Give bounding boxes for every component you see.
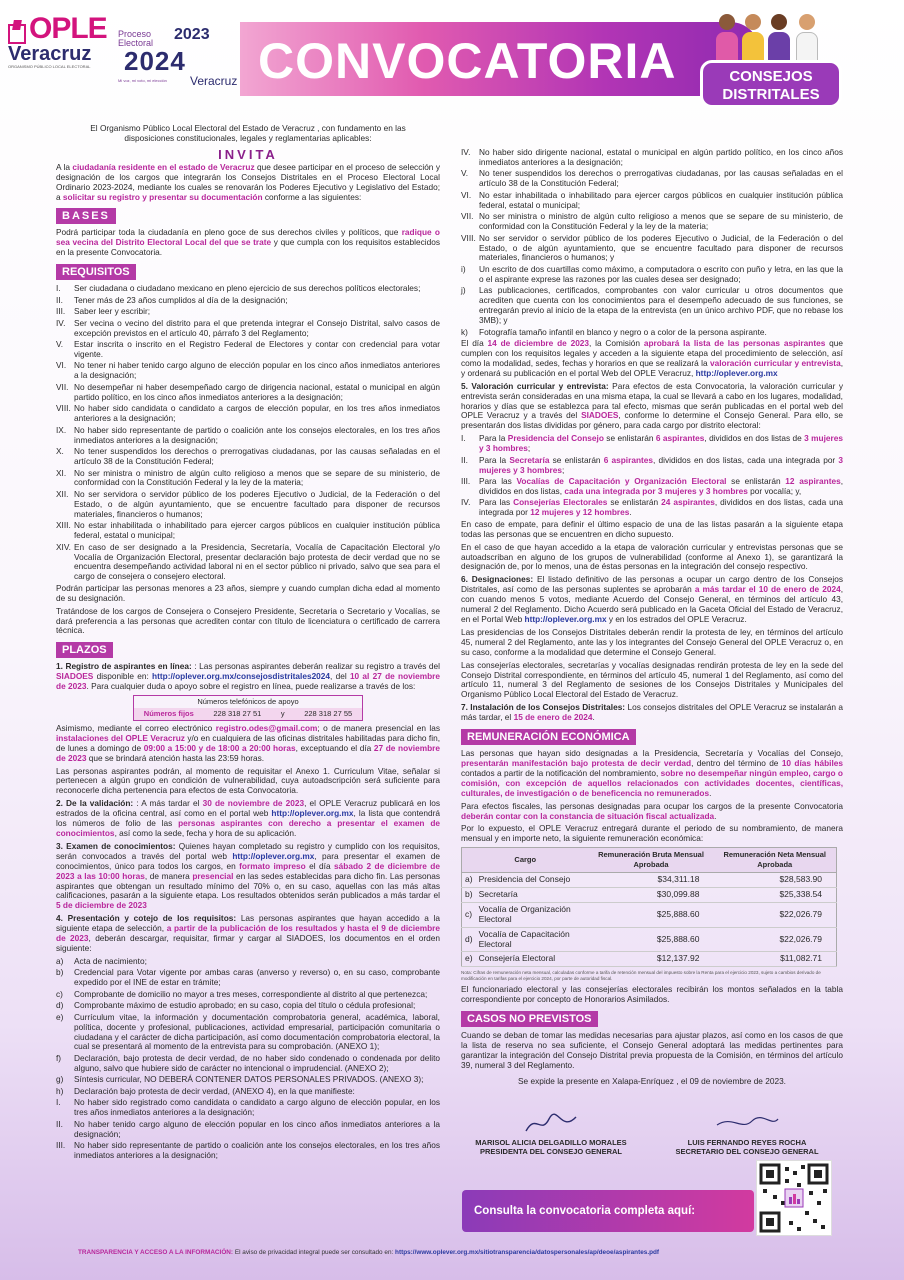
list-marker: IV. [56,317,66,328]
oplever-link[interactable]: http://oplever.org.mx [524,614,607,624]
requisito-item [56,469,440,489]
proceso-year-2: 2024 [124,46,186,76]
signer-name: MARISOL ALICIA DELGADILLO MORALES [475,1138,627,1147]
plazos-cotejo: 4. Presentación y cotejo de los requisitos: Las personas aspirantes que hayan accedido a la siguiente etapa de selección, a partir de la publicación de los resultados y hasta el 9 de diciembre de 2023, deberán descargar, requisitar, firmar y cargar al SIADOES, los documentos en el orden siguiente: [56,913,440,953]
table-header: Remuneración Neta Mensual Aprobada [713,848,836,873]
list-text: Saber leer y escribir; [74,306,151,317]
list-text: No estar inhabilitada o inhabilitado para ejercer cargos públicos en cualquier institución pública federal, estatal o municipal; [74,520,440,541]
document-item [56,1054,440,1074]
table-cell: c) [462,902,476,927]
table-cell: $28,583.90 [713,873,836,888]
lista-aprobacion: El día 14 de diciembre de 2023, la Comisión aprobará la lista de las personas aspirantes que cumplen con los requisitos legales y acceden a la siguiente etapa del procedimiento de selección, así como la modalidad, sedes, fechas y horarios en que se realizará la valoración curricular y entrevista, y ordenará su publicación en el portal Web del OPLE Veracruz, http://oplever.org.mx [461,338,843,378]
list-marker: I. [56,283,61,294]
list-marker: VI. [461,189,472,200]
list-text: No haber sido registrado como candidata o candidato a cargo alguno de elección popular, en los tres años inmediatos anteriores a la designación; [74,1097,440,1118]
ople-subtitle: ORGANISMO PÚBLICO LOCAL ELECTORAL [8,64,91,69]
list-marker: VI. [56,360,67,371]
requisito-item [56,383,440,403]
list-marker: d) [56,1000,64,1011]
lista-item: III. Para las Vocalías de Capacitación y Organización Electoral se enlistarán 12 aspirantes, divididos en dos listas, cada una integrada por 3 mujeres y 3 hombres por vocalía; y, [461,476,844,496]
table-cell: Secretaría [476,887,589,902]
email-link[interactable]: registro.odes@gmail.com [215,722,318,733]
footer-label: TRANSPARENCIA Y ACCESO A LA INFORMACIÓN: [78,1249,234,1256]
list-marker: II. [56,1118,63,1129]
table-row [462,927,837,952]
declaration-item [461,265,843,285]
instalacion-text: 7. Instalación de los Consejos Distritales: Los consejos distritales del OPLE Veracruz se instalarán a más tardar, el 15 de enero de 2024. [461,702,843,723]
table-row [462,902,837,927]
title-banner [240,22,760,96]
list-marker: VII. [461,211,474,222]
table-cell: Vocalía de Organización Electoral [476,902,589,927]
list-text: En caso de ser designado a la Presidencia, Secretaría, Vocalía de Capacitación Electoral y/o Vocalía de Organización Electoral, presentar declaración bajo protesta de decir verdad que no se encuentra desempeñando actividad laboral ni en el sector público ni privado, salvo que sea para el cargo de consejera o consejero electoral. [74,541,440,582]
footer-text: El aviso de privacidad integral puede ser consultado en: [233,1249,396,1256]
list-marker: c) [56,988,63,999]
plazos-presencial: Asimismo, mediante el correo electrónico registro.odes@gmail.com; o de manera presencial en las instalaciones del OPLE Veracruz y/o en cualquiera de las oficinas distritales habilitadas para dicho fin, de lunes a domingo de 09:00 a 15:00 y de 18:00 a 20:00 horas, exceptuando el día 27 de noviembre de 2023 que se brindará atención hasta las 23:59 horas. [56,722,441,763]
list-marker: V. [56,339,64,350]
list-text: Currículum vitae, la información y documentación comprobatoria general, académica, laboral, política, docente y profesional, publicaciones, actividad empresarial, participación comunitaria o ciudadana y el carácter de dicha participación, así como documentación comprobatoria electoral, la cual se presentará al momento de la entrevista para su comprobación. (ANEXO 1); [74,1011,440,1052]
invita-text: A la ciudadanía residente en el estado de Veracruz que desee participar en el proceso de selección y designación de los cargos que integrarán los Consejos Distritales en el Proceso Electoral Local Ordinario 2023-2024, mediante los cuales se renovarán los Poderes Ejecutivo y Legislativo del Estado; a solicitar su registro y presentar su documentación conforme a las siguientes: [56,161,440,202]
bases-text: Podrá participar toda la ciudadanía en pleno goce de sus derechos civiles y políticos, que radique o sea vecina del Distrito Electoral Local del que se trate y que cumpla con los requisitos establecidos en la presente Convocatoria. [56,227,440,258]
list-text: Fotografía tamaño infantil en blanco y negro o a color de la persona aspirante. [479,326,767,337]
table-cell: $34,311.18 [589,873,714,888]
list-text: No tener suspendidos los derechos o prerrogativas ciudadanas, por las causas señaladas en el artículo 38 de la Constitución Federal; [479,168,843,189]
documents-list [56,957,440,1161]
vulnerabilidad-text: En el caso de que hayan accedido a la etapa de valoración curricular y entrevistas personas que se autoadscriban en alguno de los grupos de vulnerabilidad (conforme al Anexo 1), se garantizará la designación de, por lo menos, una de éstas personas en la integración del consejo respectivo. [461,541,843,572]
list-text: Estar inscrita o inscrito en el Registro Federal de Electores y contar con credencial para votar vigente. [74,339,440,359]
signer-name: LUIS FERNANDO REYES ROCHA [687,1138,807,1147]
expide-text: Se expide la presente en Xalapa-Enríquez , el 09 de noviembre de 2023. [518,1075,786,1086]
list-marker: IV. [461,147,471,157]
list-text: No ser servidora o servidor público de los poderes Ejecutivo o Judicial, de la Federación o del Estado, o de algún ayuntamiento, que se encuentre facultado para disponer de recursos materiales, financieros o humanos; [74,488,440,519]
proceso-year-1: 2023 [174,26,210,43]
person-icon [716,14,738,64]
requisito-item [56,340,440,360]
document-item [56,1001,440,1011]
remuneracion-table [461,847,837,967]
document-item [56,1120,440,1140]
requisitos-note-1: Podrán participar las personas menores a 23 años, siempre y cuando cumplan dicha edad al momento de su designación. [56,582,440,603]
list-text: No ser ministra o ministro de algún culto religioso a menos que se separe de su ministerio, de conformidad con la Constitución Federal y la ley de la materia; [74,467,440,488]
declaration-item [461,212,843,232]
list-text: No ser servidor o servidor público de los poderes Ejecutivo o Judicial, de la Federación o del Estado, o de algún ayuntamiento, que se encuentre facultado para disponer de recursos materiales, financieros o humanos; y [479,232,843,263]
list-text: Declaración, bajo protesta de decir verdad, de no haber sido condenado o condenada por delito alguno, salvo que hubiere sido de carácter no intencional o imprudencial. (ANEXO 2); [74,1052,440,1073]
table-row [462,887,837,902]
person-icon [768,14,790,64]
list-marker: k) [461,326,468,337]
document-item [56,1098,440,1118]
requisito-item [56,361,440,381]
document-item [56,968,440,988]
phone-separator: y [280,709,285,718]
list-marker: a) [56,955,64,966]
signature-block [657,1110,837,1156]
remuneracion-text-3: Por lo expuesto, el OPLE Veracruz entregará durante el periodo de su nombramiento, de manera mensual y en importe neto, la siguiente remuneración económica: [461,823,843,844]
list-marker: II. [56,294,63,305]
oplever-link[interactable]: http://oplever.org.mx [695,367,778,378]
table-cell: $30,099.88 [589,887,714,902]
requisito-item [56,521,440,541]
listas-list [461,434,843,518]
table-row [462,952,837,967]
casos-text: Cuando se deban de tomar las medidas necesarias para ajustar plazos, así como en los casos de que la lista de reserva no sea suficiente, el Consejo General adoptará las medidas pertinentes para garantizar la integración del Consejo Distrital previa propuesta de la Comisión, en términos del artículo 39, numeral 3 del Reglamento. [461,1030,843,1070]
list-text: Comprobante de domicilio no mayor a tres meses, correspondiente al distrito al que pertenezca; [74,988,428,999]
table-cell: a) [462,873,476,888]
table-cell: $11,082.71 [713,952,836,967]
requisitos-heading: REQUISITOS [56,264,136,280]
plazos-registro: 1. Registro de aspirantes en línea: : Las personas aspirantes deberán realizar su registro a través del SIADOES disponible en: http://oplever.org.mx/consejosdistritales2024, del 10 al 27 de noviembre de 2023. Para cualquier duda o apoyo sobre el registro en línea, puede realizarse a través de los: [56,661,440,692]
signature-block [461,1110,641,1156]
valoracion-text: 5. Valoración curricular y entrevista: Para efectos de esta Convocatoria, la valoración curricular y entrevista serán consideradas en una misma etapa, la cual se llevará a cabo en los lugares, modalidad, horarios y días que se establezca para tal efecto, mismas que serán publicadas en el portal web del OPLE Veracruz y a través del SIADOES, conforme lo determine el Consejo General. Para ello, se presentarán dos listas divididas por género, para cada cargo por distrito electoral: [461,380,844,431]
protesta-consejerias: Las consejerías electorales, secretarías y vocalías designadas rendirán protesta de ley en la sede del Consejo Distrital correspondiente, en términos del artículo 45, numeral 1 del Reglamento, así como del artículo 11, numeral 3 del Reglamento de sesiones de los Consejos Distritales y Municipales del Organismo Público Local Electoral del Estado de Veracruz. [461,659,843,700]
consulta-banner: Consulta la convocatoria completa aquí: [462,1190,754,1232]
list-text: Tener más de 23 años cumplidos al día de la designación; [74,294,288,305]
declaration-list [461,148,843,337]
list-text: No haber sido candidata o candidato a cargos de elección popular, en los tres años inmediatos anteriores a la designación; [74,403,440,424]
requisito-item [56,426,440,446]
protesta-presidencias: Las presidencias de los Consejos Distritales deberán rendir la protesta de ley, en términos del artículo 45, numeral 2 del Reglamento, ante las y los integrantes del Consejo General del OPLE Veracruz o, en su caso, conforme a la modalidad que determine el Consejo General. [461,626,843,657]
list-text: No haber sido representante de partido o coalición ante los consejos electorales, en los tres años inmediatos anteriores a la designación; [74,1140,440,1161]
list-marker: XIV. [56,541,71,552]
ople-state: Veracruz [8,43,92,65]
left-column [56,124,440,1163]
list-text: Declaración bajo protesta de decir verdad, (ANEXO 4), en la que manifieste: [74,1085,355,1096]
list-marker: h) [56,1085,64,1096]
requisito-item [56,319,440,339]
list-text: Comprobante máximo de estudio aprobado; en su caso, copia del título o cédula profesional; [74,1000,416,1011]
list-marker: VIII. [461,232,476,243]
table-header: Remuneración Bruta Mensual Aprobada [589,848,714,873]
privacy-link[interactable]: https://www.oplever.org.mx/sitiotransparencia/datospersonales/ap/deoe/aspirantes.pdf [395,1249,660,1256]
proceso-label: Proceso Electoral [118,29,154,48]
list-text: No desempeñar ni haber desempeñado cargo de dirigencia nacional, estatal o municipal en algún partido político, en los cinco años inmediatos anteriores a la designación; [74,381,440,402]
footer [78,1248,858,1257]
list-text: No tener suspendidos los derechos o prerrogativas ciudadanas, por las causas señaladas en el artículo 38 de la Constitución Federal; [74,446,440,466]
requisito-item [56,490,440,520]
list-text: Síntesis curricular, NO DEBERÁ CONTENER DATOS PERSONALES PRIVADOS. (ANEXO 3); [74,1074,424,1085]
document-item [56,1013,440,1053]
list-marker: i) [461,263,466,274]
list-marker: V. [461,168,469,179]
table-cell: $22,026.79 [713,902,836,927]
requisito-item [56,284,440,294]
declaration-item [461,286,843,326]
bases-heading: BASES [56,208,116,224]
plazos-heading: PLAZOS [56,642,113,658]
signer-role: PRESIDENTA DEL CONSEJO GENERAL [480,1147,622,1156]
document-item [56,1075,440,1085]
proceso-slogan: Mi voz, mi voto, mi elección [118,78,167,83]
list-text: Credencial para Votar vigente por ambas caras (anverso y reverso) o, en su caso, comprobante expedido por el INE de estar en trámite; [74,967,440,988]
ballot-box-icon [8,24,26,44]
list-marker: XI. [56,467,67,478]
table-cell: $25,888.60 [589,927,714,952]
declaration-item [461,328,843,338]
declaration-item [461,234,843,264]
ople-logo [8,14,112,69]
table-cell: $25,888.60 [589,902,714,927]
signature-icon [521,1111,581,1137]
list-text: Un escrito de dos cuartillas como máximo, a computadora o escrito con puño y letra, en las que la o el aspirante exprese las razones por las cuales desea ser designado; [479,263,843,284]
table-cell: Presidencia del Consejo [476,873,589,888]
list-text: No estar inhabilitada o inhabilitado para ejercer cargos públicos en cualquier institución pública federal, estatal o municipal; [479,189,843,210]
signer-role: SECRETARIO DEL CONSEJO GENERAL [675,1147,819,1156]
document-item [56,990,440,1000]
requisitos-list [56,284,440,582]
list-marker: XII. [56,488,69,499]
table-cell: e) [462,952,476,967]
invita-heading: INVITA [218,146,278,162]
table-cell: Vocalía de Capacitación Electoral [476,927,589,952]
list-text: No haber sido representante de partido o coalición ante los consejos electorales, en los tres años inmediatos anteriores a la designación; [74,424,440,445]
page-title: CONVOCATORIA [258,33,677,89]
phone-box-title: Números telefónicos de apoyo [197,697,299,707]
phone-box [133,695,363,721]
casos-heading: CASOS NO PREVISTOS [461,1011,598,1027]
declaration-item [461,191,843,211]
requisitos-note-2: Tratándose de los cargos de Consejera o Consejero Presidente, Secretaria o Secretario y Vocalías, se dará preferencia a las personas que acrediten contar con título de licenciatura o certificado de carrera técnica. [56,605,440,636]
plazos-validacion: 2. De la validación: : A más tardar el 30 de noviembre de 2023, el OPLE Veracruz publicará en los estrados de la oficina central, así como en el portal web http://oplever.org.mx, la lista que contendrá los números de folio de las personas aspirantes con derecho a presentar el examen de conocimientos, así como la sede, fecha y hora de su aplicación. [56,798,441,838]
table-cell: d) [462,927,476,952]
requisito-item [56,543,440,583]
list-marker: f) [56,1052,62,1063]
table-row [462,873,837,888]
honorarios-text: El funcionariado electoral y las consejerías electorales recibirán los montos señalados en la tabla correspondiente por concepto de Honorarios Asimilados. [461,984,843,1005]
phone-number: 228 318 27 55 [304,709,353,718]
people-illustration [716,8,836,64]
lista-item: II. Para la Secretaría se enlistarán 6 aspirantes, divididos en dos listas, cada una integrada por 3 mujeres y 3 hombres; [461,454,843,475]
proceso-electoral-logo [118,22,238,88]
table-cell: b) [462,887,476,902]
header [0,0,904,112]
list-text: Las publicaciones, certificados, comprobantes con valor curricular u otros documentos que acrediten que cuenta con los conocimientos para el desempeño adecuado de sus funciones, se entregarán previo al inicio de la etapa de la entrevista (en un único archivo PDF, que no rebase los 3MB); y [479,285,843,326]
document-item [56,1087,440,1097]
requisito-item [56,307,440,317]
table-cell: $25,338.54 [713,887,836,902]
table-cell: Consejería Electoral [476,952,589,967]
list-text: No ser ministra o ministro de algún culto religioso a menos que se separe de su ministerio, de conformidad con la Constitución Federal y la ley de la materia; [479,211,843,232]
list-text: No haber tenido cargo alguno de elección popular en los cinco años inmediatos anteriores a la designación; [74,1118,440,1139]
lista-item: I. Para la Presidencia del Consejo se enlistarán 6 aspirantes, divididos en dos listas de 3 mujeres y 3 hombres; [461,433,843,454]
plazos-vulnerabilidad: Las personas aspirantes podrán, al momento de requisitar el Anexo 1. Curriculum Vitae, señalar si pertenecen a algún grupo en condición de vulnerabilidad, cuya autoadscripción será suficiente para reconocerle dicha pertenencia para efectos de esta Convocatoria. [56,765,440,796]
list-text: Ser vecina o vecino del distrito para el que pretenda integrar el Consejo Distrital, salvo casos de excepción previstos en el artículo 40, párrafo 3 del Reglamento; [74,317,440,338]
list-text: No tener ni haber tenido cargo alguno de elección popular en los cinco años inmediatos anteriores a la designación; [74,360,440,381]
remuneracion-text-1: Las personas que hayan sido designadas a la Presidencia, Secretaría y Vocalías del Consejo, presentarán manifestación bajo protesta de decir verdad, dentro del término de 10 días hábiles contados a partir de la notificación del nombramiento, sobre no desempeñar ningún empleo, cargo o comisión, con excepción de aquellos relacionados con actividades docentes, científicas, culturales, de investigación o de beneficencia no remunerados. [461,748,843,798]
requisito-item [56,296,440,306]
remuneracion-text-2: Para efectos fiscales, las personas designadas para ocupar los cargos de la presente Convocatoria deberán contar con la constancia de situación fiscal actualizada. [461,800,843,821]
remuneracion-note: Nota: Cifras de remuneración neta mensual, calculadas conforme a tarifa de retención mensual del impuesto sobre la Renta para el ejercicio 2023, sujeto a cambios derivado de modificación en tarifas para el ejercicio 2024, por parte de autoridad fiscal. [461,970,821,981]
consejos-link[interactable]: http://oplever.org.mx/consejosdistritales2024 [152,671,331,682]
requisito-item [56,404,440,424]
document-item [56,1141,440,1161]
plazos-examen: 3. Examen de conocimientos: Quienes hayan completado su registro y cumplido con los requisitos, serán convocados a través del portal web http://oplever.org.mx, para presentar el examen de conocimientos, único para todos los cargos, en formato impreso el día sábado 2 de diciembre de 2023 a las 10:00 horas, de manera presencial en las sedes establecidas para dicho fin. Las personas aspirantes que obtengan un resultado mínimo del 70% o, en su caso, aquellas con las más altas calificaciones, pasarán a la siguiente etapa. Los resultados obtenidos serán publicados a más tardar el 5 de diciembre de 2023 [56,840,440,911]
list-text: No haber sido dirigente nacional, estatal o municipal en algún partido político, en los cinco años inmediatos anteriores a la designación; [479,147,843,167]
lista-item: IV. Para las Consejerías Electorales se enlistarán 24 aspirantes, divididos en dos listas, cada una integrada por 12 mujeres y 12 hombres. [461,497,844,518]
list-marker: e) [56,1011,64,1022]
list-marker: g) [56,1074,64,1085]
table-cell: $12,137.92 [589,952,714,967]
signature-icon [712,1111,782,1137]
empate-text: En caso de empate, para definir el último espacio de una de las listas pasarán a la siguiente etapa todas las personas que se encuentren en dicho supuesto. [461,518,843,539]
list-marker: III. [56,306,66,317]
declaration-item [461,169,843,189]
list-marker: VIII. [56,403,71,414]
requisito-item [56,447,440,467]
consejos-distritales-badge: CONSEJOS DISTRITALES [700,60,842,108]
list-marker: I. [56,1097,61,1108]
list-marker: XIII. [56,520,71,531]
list-marker: X. [56,446,64,457]
list-text: Acta de nacimiento; [74,955,147,966]
phone-number: 228 318 27 51 [213,709,262,718]
proceso-state: Veracruz [190,74,238,88]
ople-wordmark: OPLE [29,12,107,45]
table-header: Cargo [462,848,589,873]
right-column [461,148,843,1090]
phone-label: Números fijos [143,709,194,718]
person-icon [796,14,818,64]
list-marker: j) [461,285,466,296]
document-item [56,957,440,967]
list-marker: b) [56,967,64,978]
list-marker: III. [56,1140,66,1151]
intro-text: El Organismo Público Local Electoral del Estado de Veracruz , con fundamento en las disposiciones constitucionales, legales y reglamentarias aplicables: [90,123,406,143]
oplever-link[interactable]: http://oplever.org.mx [232,850,315,861]
list-marker: VII. [56,381,69,392]
list-marker: IX. [56,424,67,435]
oplever-link[interactable]: http://oplever.org.mx [271,808,354,819]
qr-code-icon[interactable] [756,1160,832,1236]
list-text: Ser ciudadana o ciudadano mexicano en pleno ejercicio de sus derechos políticos electorales; [74,283,421,294]
person-icon [742,14,764,64]
remuneracion-heading: REMUNERACIÓN ECONÓMICA [461,729,636,745]
designaciones-text: 6. Designaciones: El listado definitivo de las personas a ocupar un cargo dentro de los Consejos Distritales, así como de las personas suplentes se aprobarán a más tardar el 10 de enero de 2024, con cuando menos 5 votos, mediante Acuerdo del Consejo General, en términos del artículo 43, numeral 2 del Reglamento. Dicho Acuerdo será publicado en la Gaceta Oficial del Estado de Veracruz, en el Portal Web http://oplever.org.mx y en los estrados del OPLE Veracruz. [461,574,844,624]
declaration-item [461,148,843,168]
table-cell: $22,026.79 [713,927,836,952]
